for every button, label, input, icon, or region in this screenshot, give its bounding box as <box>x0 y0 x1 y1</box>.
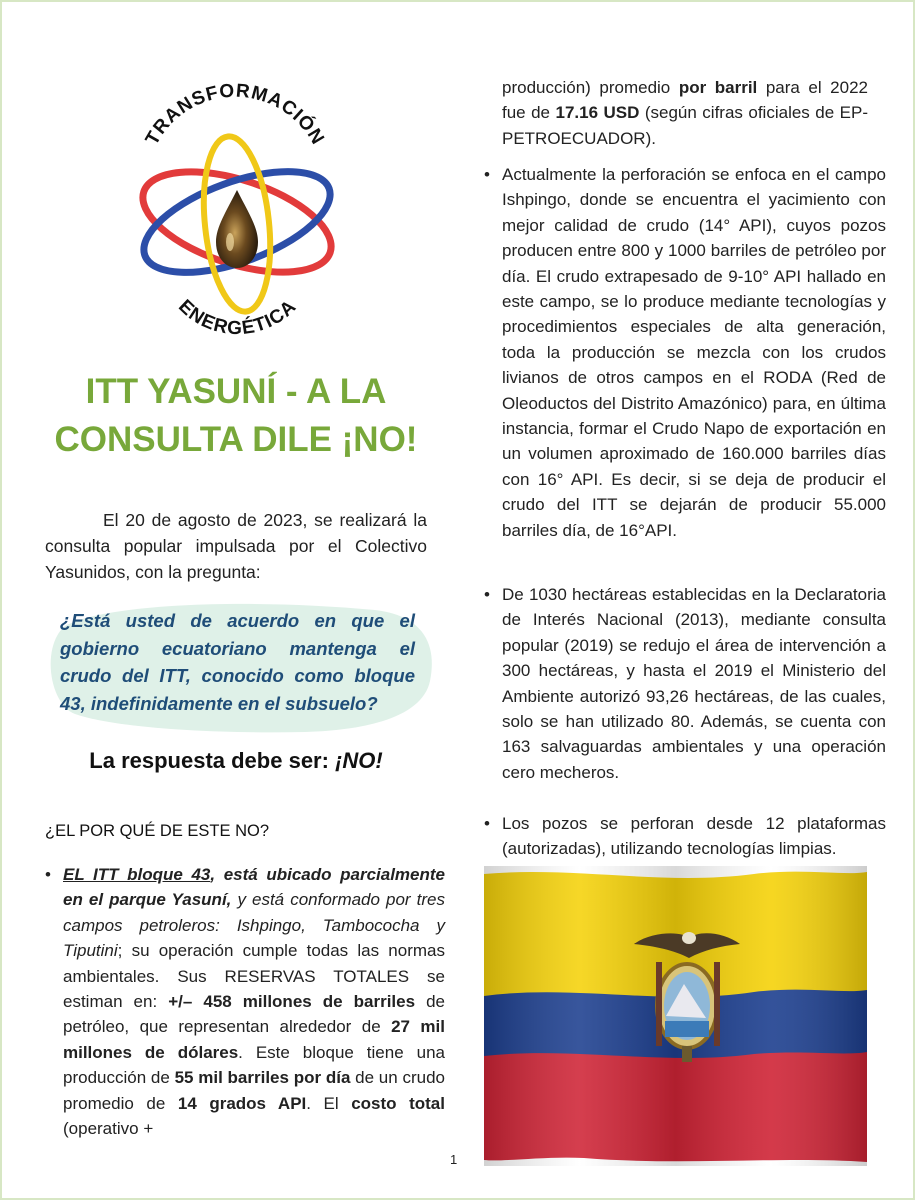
answer-emphasis: ¡NO! <box>335 748 383 773</box>
bullet1-part2: , está ubicado parcialmente en el parque Yasuní, <box>63 865 446 910</box>
intro-paragraph <box>45 507 427 585</box>
cont-part1: producción) promedio <box>502 78 679 97</box>
bullet1-continuation <box>502 75 868 151</box>
intro-text: El 20 de agosto de 2023, se realizará la consulta popular impulsada por el Colectivo Yasunidos, con la pregunta: <box>45 510 427 582</box>
bullet-itt-block <box>45 862 445 1141</box>
title-line-1: ITT YASUNÍ - A LA <box>85 372 387 411</box>
bullet1-part4: ; su operación cumple todas las normas ambientales. Sus RESERVAS TOTALES se estiman en: <box>63 941 445 1012</box>
svg-text:ENERGÉTICA <box>174 296 301 339</box>
bullet1-part5: +/– 458 millones de barriles <box>168 992 416 1012</box>
bullet1-part9: 55 mil barriles por día <box>174 1068 351 1088</box>
bullet1-part3: y está conformado por tres campos petroleros: Ishpingo, Tambococha y Tiputini <box>63 890 445 961</box>
cont-part5: (según cifras oficiales de EP-PETROECUADOR). <box>502 103 868 148</box>
bullet1-part12: . El <box>306 1093 352 1113</box>
bullet1-part11: 14 grados API <box>177 1093 307 1113</box>
answer-line <box>45 748 427 774</box>
bullet1-part10: de un crudo promedio de <box>63 1068 445 1113</box>
page-number: 1 <box>450 1152 458 1167</box>
answer-text: La respuesta debe ser: <box>89 748 336 773</box>
logo-top-text: TRANSFORMACIÓN <box>141 82 329 149</box>
bullet-ishpingo: • Actualmente la perforación se enfoca en el campo Ishpingo, donde se encuentra el yacimiento con mejor calidad de crudo (14° API), cuyos pozos producen entre 800 y 1000 barriles de petróleo por día. El crudo extrapesado de 9-10° API hallado en este campo, se lo produce mediante tecnologías y procedimientos especiales de alta generación, toda la producción se mezcla con los crudos livianos de otros campos en el RODA (Red de Oleoductos del Distrito Amazónico) para, en última instancia, formar el Crudo Napo de exportación en un volumen aproximado de 160.000 barriles días con 16° API. Es decir, si se deja de producir el crudo del ITT se dejarán de producir 55.000 barriles día, de 16°API. <box>484 162 886 543</box>
bullet1-part7: 27 mil millones de dólares <box>63 1017 445 1062</box>
transformacion-energetica-logo <box>110 82 360 342</box>
cont-part3: para el 2022 fue de <box>502 78 868 123</box>
title-line-2: CONSULTA DILE ¡NO! <box>54 420 418 459</box>
logo-bottom-text: ENERGÉTICA <box>174 295 301 340</box>
bullet1-part8: . Este bloque tiene una producción de <box>63 1042 445 1088</box>
cont-part2: por barril <box>678 78 758 97</box>
cont-part4: 17.16 USD <box>555 103 640 123</box>
ecuador-flag-image <box>484 866 867 1166</box>
bullet-hectareas: • De 1030 hectáreas establecidas en la Declaratoria de Interés Nacional (2013), mediante consulta popular (2019) se redujo el área de intervención a 300 hectáreas, y hasta el 2019 el Ministerio del Ambiente autorizó 93,26 hectáreas, de las cuales, solo se han utilizado 80. Además, se cuenta con 163 salvaguardas ambientales y una operación cero mecheros. <box>484 582 886 785</box>
bullet1-part6: de petróleo, que representan alrededor de <box>63 992 446 1037</box>
bullet1-part14: (operativo + <box>63 1119 154 1139</box>
consultation-question: ¿Está usted de acuerdo en que el gobierno ecuatoriano mantenga el crudo del ITT, conocido como bloque 43, indefinidamente en el subsuelo? <box>60 610 415 714</box>
bullet-plataformas: • Los pozos se perforan desde 12 plataformas (autorizadas), utilizando tecnologías limpias. <box>484 811 886 862</box>
why-heading: ¿EL POR QUÉ DE ESTE NO? <box>45 822 270 840</box>
bullet1-underlined: EL ITT bloque 43 <box>63 865 211 884</box>
bullet1-part13: costo total <box>351 1093 445 1113</box>
page-title <box>45 368 427 464</box>
